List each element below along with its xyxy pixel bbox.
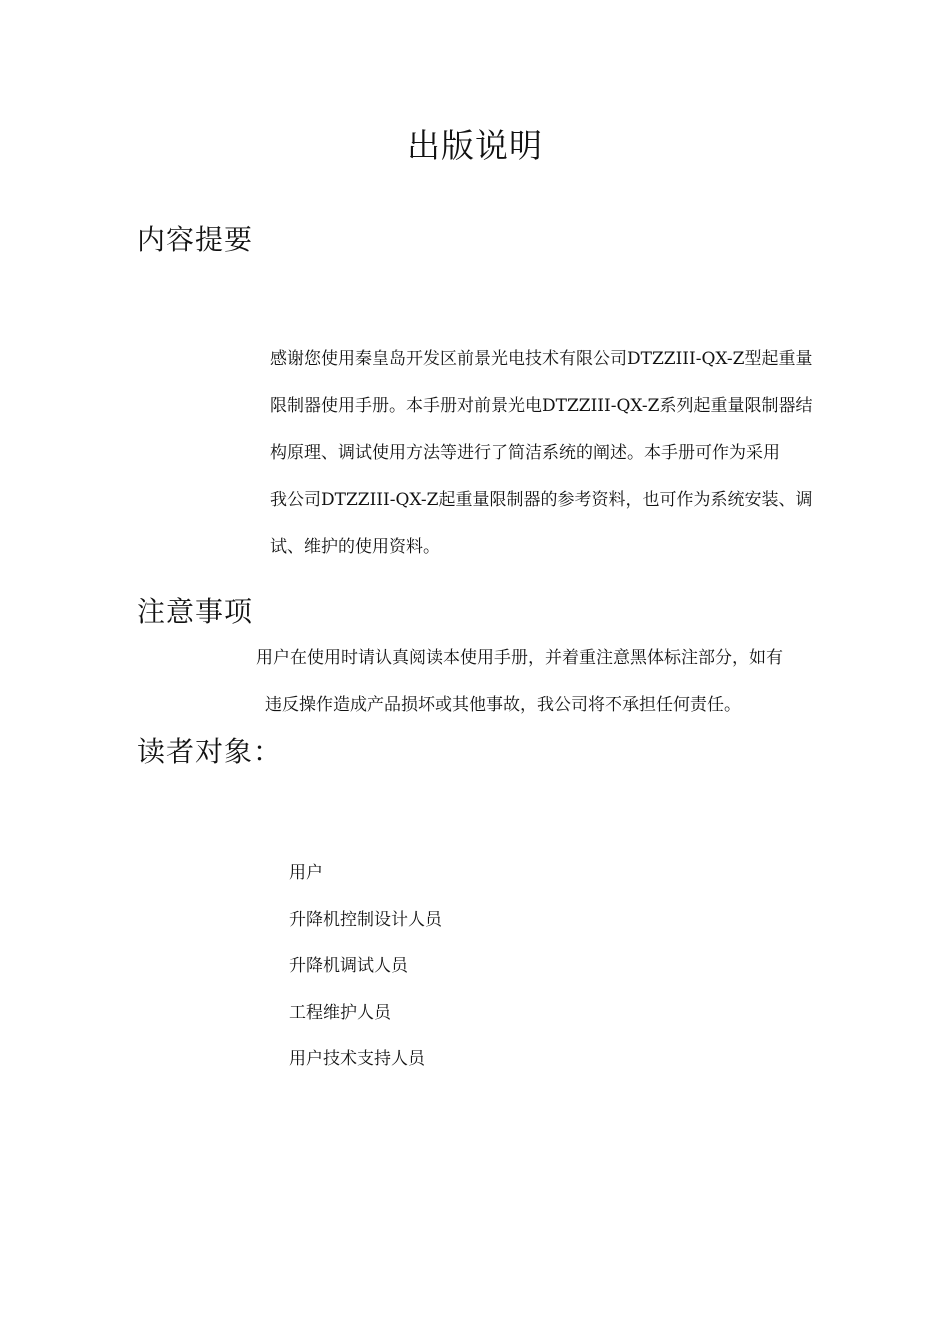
summary-line: 我公司DTZZIII-QX-Z起重量限制器的参考资料，也可作为系统安装、调 — [270, 490, 813, 510]
page-title: 出版说明 — [407, 126, 543, 165]
reader-item: 升降机控制设计人员 — [289, 909, 442, 930]
reader-item: 工程维护人员 — [289, 1002, 391, 1023]
summary-line: 试、维护的使用资料。 — [270, 537, 440, 557]
notes-line: 违反操作造成产品损坏或其他事故，我公司将不承担任何责任。 — [265, 695, 741, 715]
summary-line: 感谢您使用秦皇岛开发区前景光电技术有限公司DTZZIII-QX-Z型起重量 — [270, 349, 813, 369]
reader-item: 升降机调试人员 — [289, 956, 408, 976]
notes-line: 用户在使用时请认真阅读本使用手册，并着重注意黑体标注部分，如有 — [256, 648, 783, 668]
readers-list — [289, 850, 442, 1083]
summary-line: 限制器使用手册。本手册对前景光电DTZZIII-QX-Z系列起重量限制器结 — [270, 396, 813, 416]
readers-heading: 读者对象： — [137, 735, 283, 768]
reader-item: 用户技术支持人员 — [289, 1049, 425, 1069]
summary-line: 构原理、调试使用方法等进行了简洁系统的阐述。本手册可作为采用 — [270, 443, 780, 463]
summary-paragraph — [270, 336, 870, 571]
summary-heading: 内容提要 — [137, 223, 254, 256]
notes-heading: 注意事项 — [137, 595, 254, 628]
reader-item: 用户 — [289, 863, 323, 883]
